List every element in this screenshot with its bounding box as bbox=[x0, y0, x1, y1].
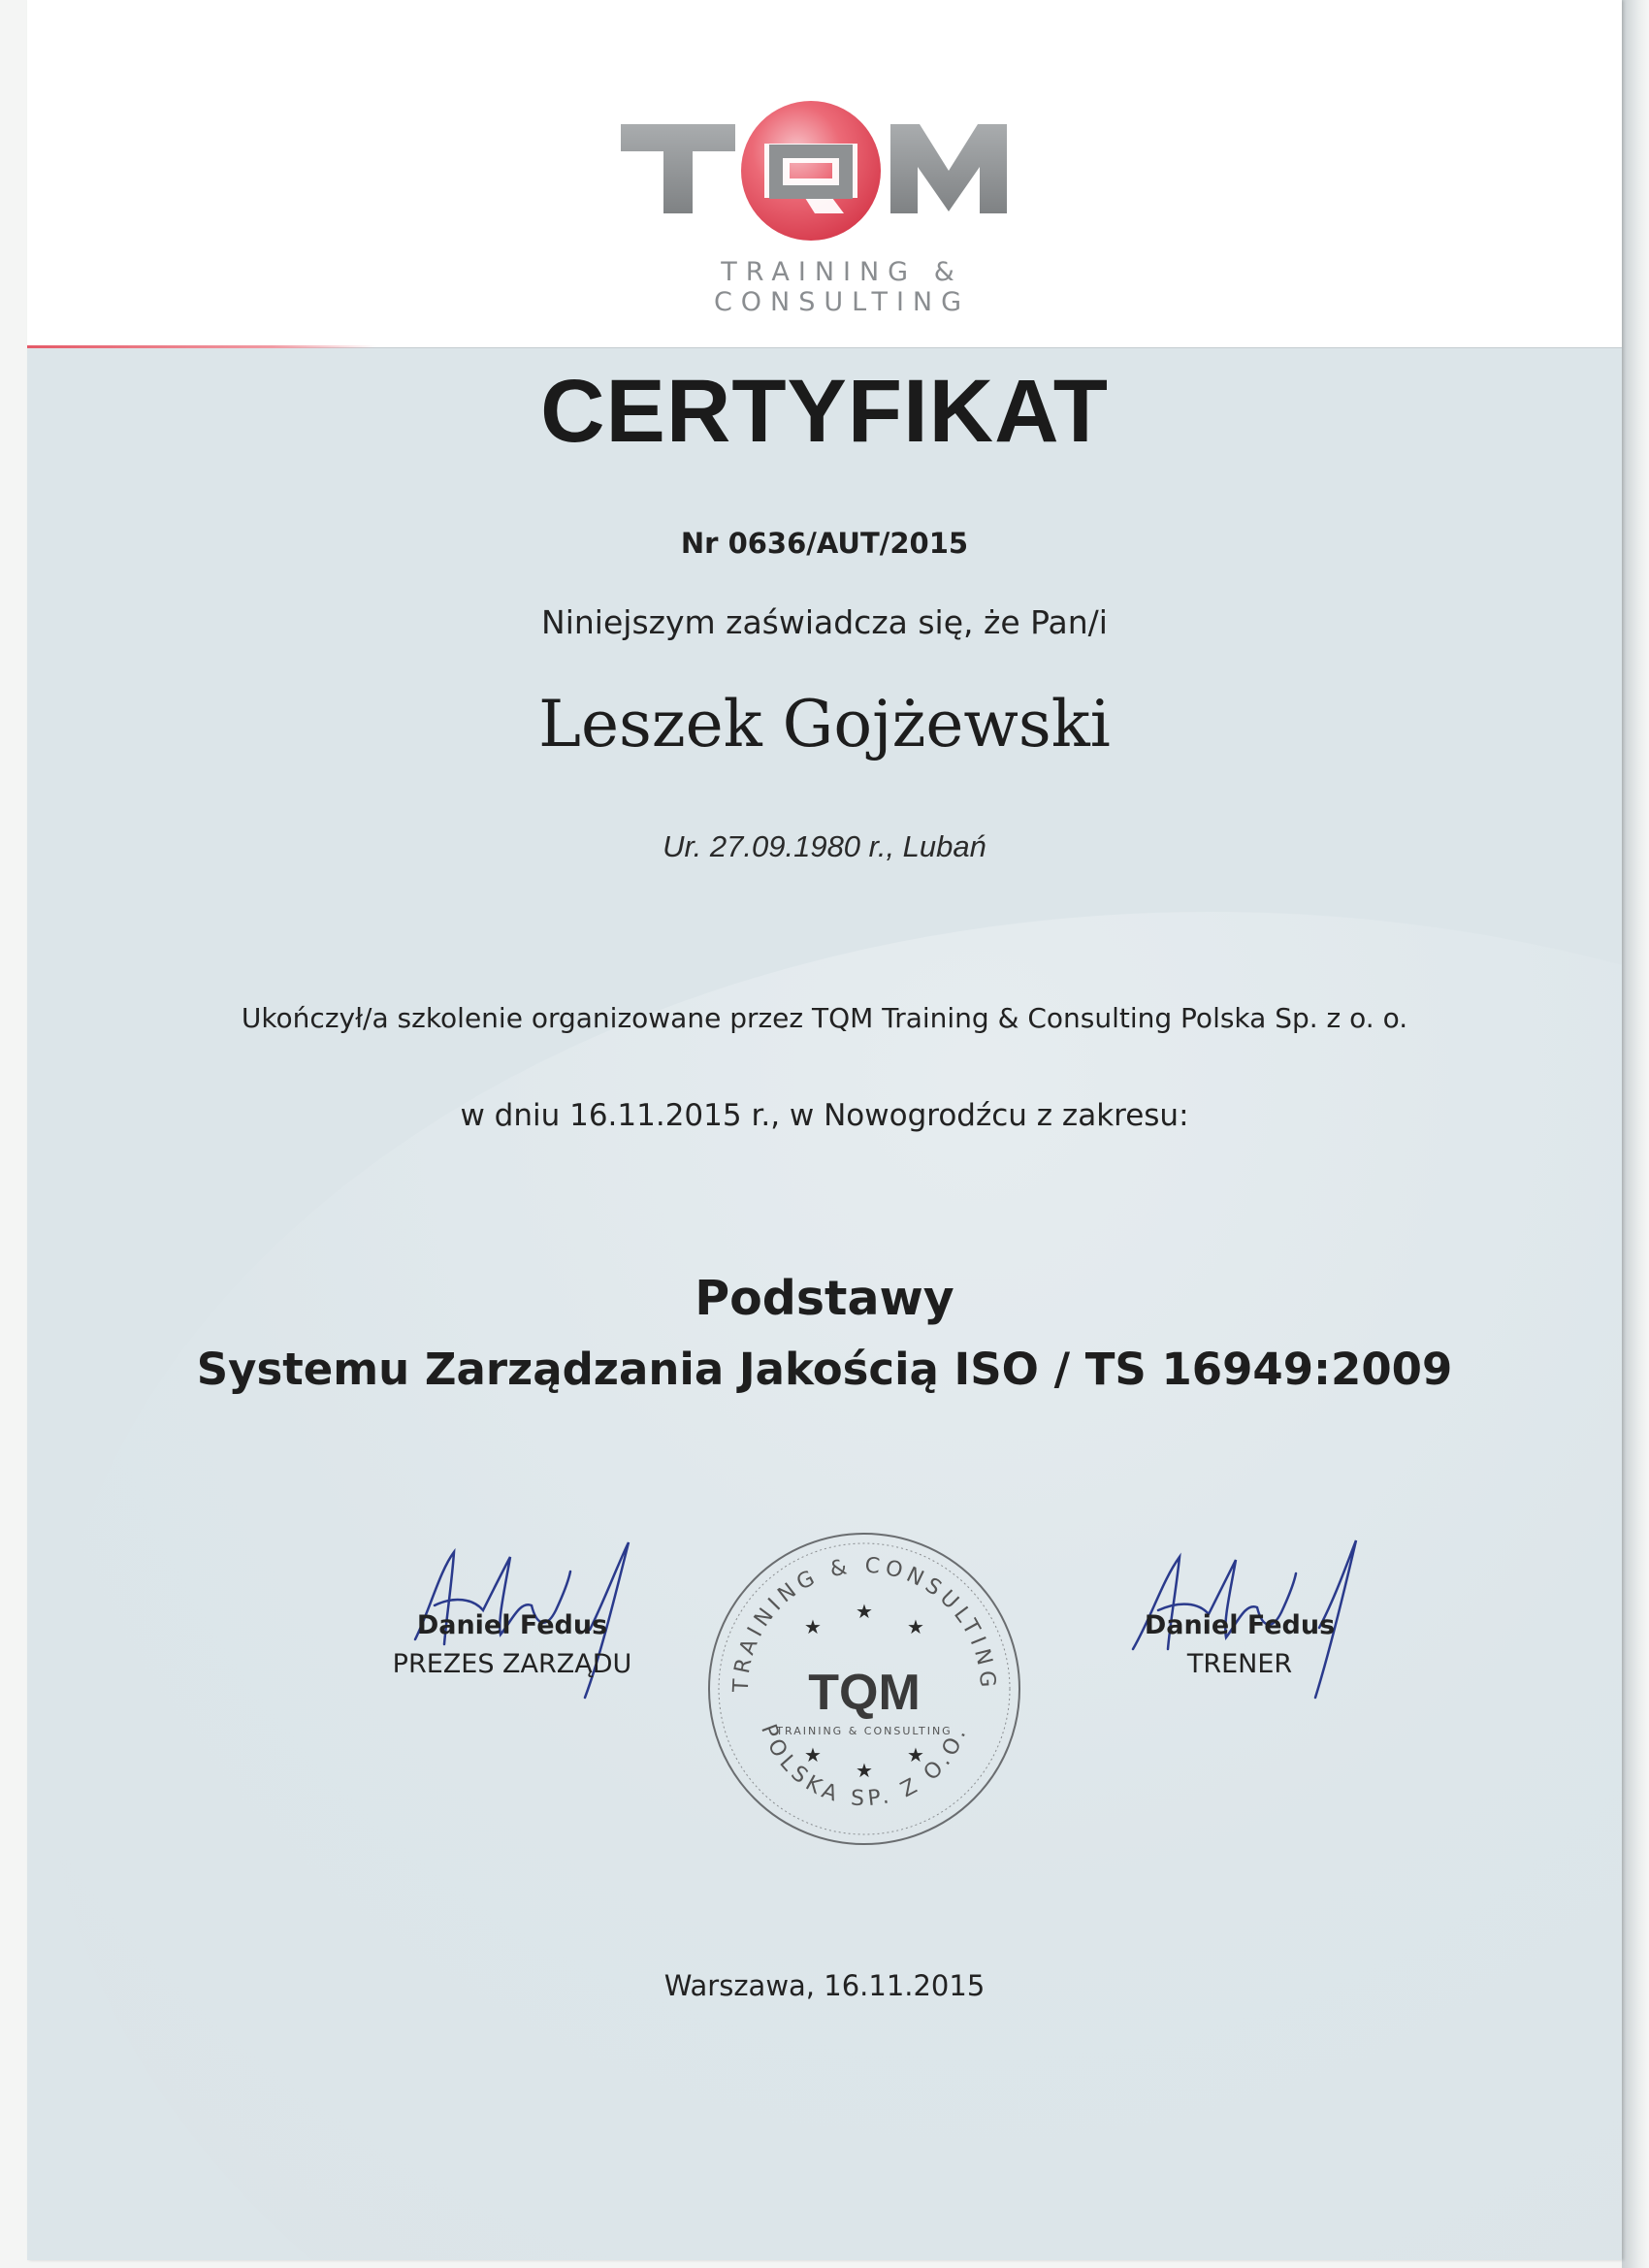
signature-left-role: PREZES ZARZĄDU bbox=[392, 1649, 632, 1679]
certificate-title: CERTYFIKAT bbox=[540, 362, 1109, 461]
svg-text:★: ★ bbox=[907, 1615, 924, 1638]
seal-logo-tagline: TRAINING & CONSULTING bbox=[776, 1725, 953, 1737]
certificate-page bbox=[27, 0, 1622, 2260]
svg-text:★: ★ bbox=[856, 1600, 873, 1623]
seal-logo-text: TQM bbox=[808, 1665, 921, 1721]
svg-text:★: ★ bbox=[907, 1743, 924, 1766]
page-edge bbox=[1622, 0, 1649, 2268]
place-date: Warszawa, 16.11.2015 bbox=[663, 1969, 986, 2002]
completion-statement: Ukończył/a szkolenie organizowane przez TQM Training & Consulting Polska Sp. z o. o. bbox=[241, 1002, 1408, 1034]
course-title: Podstawy bbox=[695, 1271, 954, 1326]
seal-top-text: TRAINING & CONSULTING bbox=[728, 1553, 1000, 1693]
svg-text:★: ★ bbox=[804, 1743, 822, 1766]
svg-text:★: ★ bbox=[804, 1615, 822, 1638]
signature-right-name: Daniel Fedus bbox=[1144, 1610, 1336, 1640]
header-accent-line bbox=[27, 345, 376, 348]
svg-text:★: ★ bbox=[856, 1759, 873, 1782]
certificate-number: Nr 0636/AUT/2015 bbox=[680, 527, 969, 560]
seal-graphic bbox=[704, 1529, 1024, 1849]
tqm-logo bbox=[599, 78, 1084, 317]
tqm-logo-graphic bbox=[599, 78, 1084, 252]
certificate-intro: Niniejszym zaświadcza się, że Pan/i bbox=[541, 603, 1108, 641]
recipient-name: Leszek Gojżewski bbox=[538, 687, 1111, 761]
date-location: w dniu 16.11.2015 r., w Nowogrodźcu z zakresu: bbox=[460, 1098, 1189, 1133]
signature-left-name: Daniel Fedus bbox=[416, 1610, 608, 1640]
logo-tagline: TRAINING & CONSULTING bbox=[713, 257, 971, 317]
course-name: Systemu Zarządzania Jakością ISO / TS 16949:2009 bbox=[196, 1344, 1453, 1395]
birth-info: Ur. 27.09.1980 r., Lubań bbox=[663, 829, 986, 863]
header-band bbox=[27, 0, 1622, 348]
company-seal bbox=[704, 1529, 1024, 1849]
seal-bottom-text: POLSKA SP. Z O.O. bbox=[756, 1721, 973, 1812]
signature-right-role: TRENER bbox=[1186, 1649, 1293, 1679]
